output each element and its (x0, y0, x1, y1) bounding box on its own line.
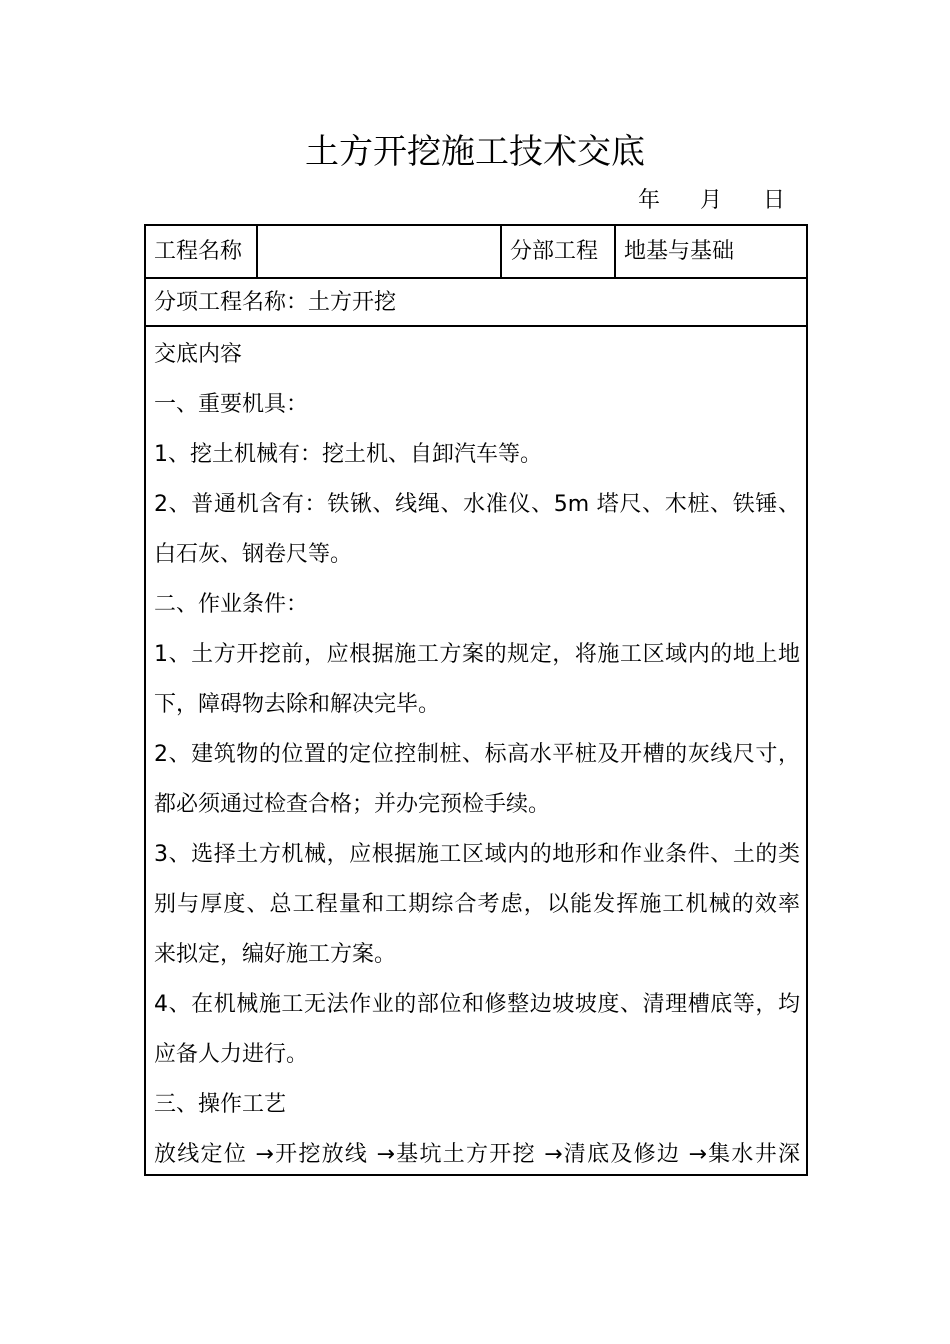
sub-project-label: 分部工程 (502, 226, 616, 277)
content-line: 别与厚度、总工程量和工期综合考虑，以能发挥施工机械的效率 (154, 892, 800, 917)
project-name-value (258, 226, 502, 277)
content-line: 2、普通机含有：铁锹、线绳、水准仪、5m 塔尺、木桩、铁锤、 (154, 492, 800, 517)
content-line: 3、选择土方机械，应根据施工区域内的地形和作业条件、土的类 (154, 842, 800, 867)
content-line: 下，障碍物去除和解决完毕。 (154, 692, 441, 717)
section-heading: 一、重要机具： (154, 392, 309, 417)
project-name-label: 工程名称 (146, 226, 258, 277)
content-heading: 交底内容 (154, 342, 243, 367)
content-line: 1、土方开挖前，应根据施工方案的规定，将施工区域内的地上地 (154, 642, 800, 667)
disclosure-form-table (144, 224, 808, 1176)
disclosure-content (154, 330, 800, 1180)
section-heading: 三、操作工艺 (154, 1092, 287, 1117)
content-line: 1、挖土机械有：挖土机、自卸汽车等。 (154, 442, 542, 467)
document-title: 土方开挖施工技术交底 (305, 132, 645, 172)
content-line: 4、在机械施工无法作业的部位和修整边坡坡度、清理槽底等，均 (154, 992, 800, 1017)
content-line: 白石灰、钢卷尺等。 (154, 542, 353, 567)
section-heading: 二、作业条件： (154, 592, 309, 617)
sub-project-value: 地基与基础 (624, 239, 735, 264)
date-day-label: 日 (763, 188, 786, 213)
content-line: 应备人力进行。 (154, 1042, 309, 1067)
content-line: 都必须通过检查合格；并办完预检手续。 (154, 792, 551, 817)
date-year-label: 年 (638, 188, 661, 213)
content-line: 来拟定，编好施工方案。 (154, 942, 397, 967)
content-line: 放线定位 →开挖放线 →基坑土方开挖 →清底及修边 →集水井深 (154, 1142, 800, 1167)
item-name-row: 分项工程名称：土方开挖 (146, 279, 806, 327)
date-month-label: 月 (700, 188, 723, 213)
content-line: 2、建筑物的位置的定位控制桩、标高水平桩及开槽的灰线尺寸， (154, 742, 800, 767)
header-row (146, 226, 806, 279)
